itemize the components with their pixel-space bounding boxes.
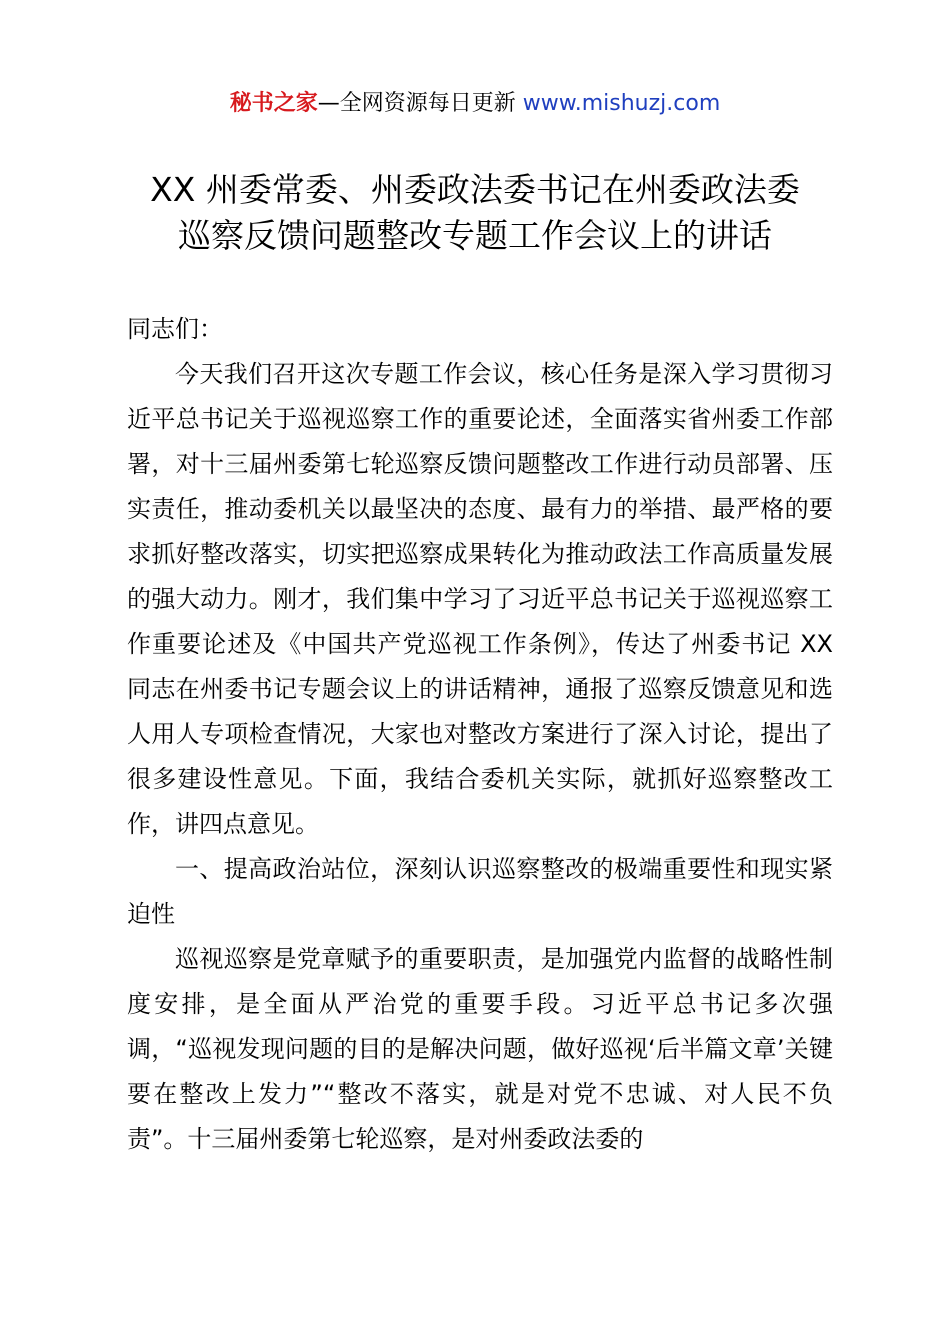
brand-name: 秘书之家	[229, 91, 318, 116]
document-body	[127, 307, 833, 1162]
salutation: 同志们：	[127, 315, 223, 343]
paragraph-intro: 今天我们召开这次专题工作会议，核心任务是深入学习贯彻习近平总书记关于巡视巡察工作的重要论述，全面落实省州委工作部署，对十三届州委第七轮巡察反馈问题整改工作进行动员部署、压实责任，推动委机关以最坚决的态度、最有力的举措、最严格的要求抓好整改落实，切实把巡察成果转化为推动政法工作高质量发展的强大动力。刚才，我们集中学习了习近平总书记关于巡视巡察工作重要论述及《中国共产党巡视工作条例》，传达了州委书记 XX 同志在州委书记专题会议上的讲话精神，通报了巡察反馈意见和选人用人专项检查情况，大家也对整改方案进行了深入讨论，提出了很多建设性意见。下面，我结合委机关实际，就抓好巡察整改工作，讲四点意见。	[127, 360, 833, 838]
page-header	[0, 88, 950, 120]
website-link[interactable]: www.mishuzj.com	[522, 91, 721, 116]
section-heading-1: 一、提高政治站位，深刻认识巡察整改的极端重要性和现实紧迫性	[127, 855, 833, 928]
paragraph-section-1: 巡视巡察是党章赋予的重要职责，是加强党内监督的战略性制度安排，是全面从严治党的重要手段。习近平总书记多次强调，“巡视发现问题的目的是解决问题，做好巡视‘后半篇文章’关键要在整改上发力”“整改不落实，就是对党不忠诚、对人民不负责”。十三届州委第七轮巡察，是对州委政法委的	[127, 945, 833, 1153]
title-line-2: 巡察反馈问题整改专题工作会议上的讲话	[178, 216, 772, 255]
title-line-1: XX 州委常委、州委政法委书记在州委政法委	[150, 170, 800, 209]
document-title	[100, 167, 850, 259]
header-tagline: —全网资源每日更新	[317, 91, 516, 116]
